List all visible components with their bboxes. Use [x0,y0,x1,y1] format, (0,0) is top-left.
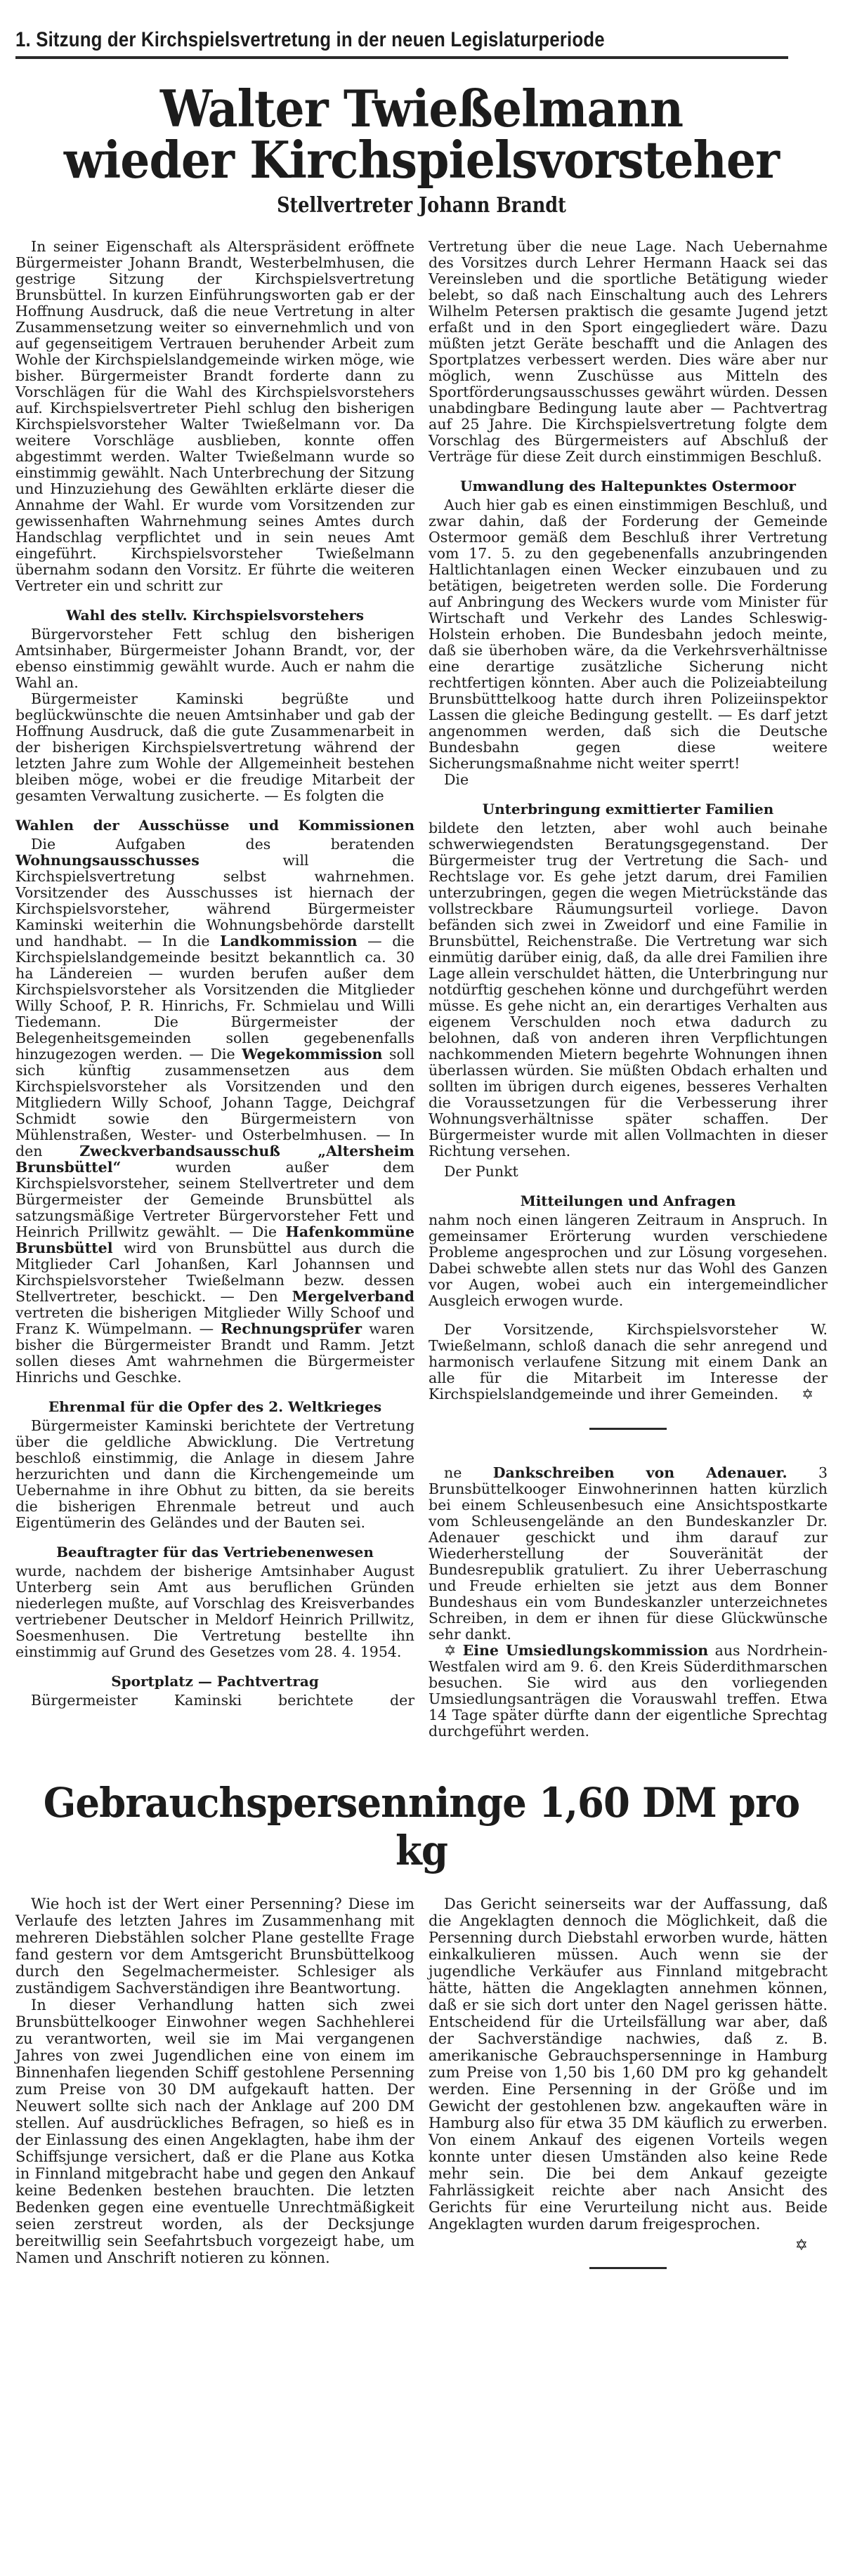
star-icon: ✡ [802,1385,813,1402]
article1-left-column [15,239,414,1740]
section-heading: Beauftragter für das Vertriebenenwesen [56,1543,374,1560]
paragraph: Das Gericht seinerseits war der Auffassung, daß die Angeklagten dennoch die Möglichkeit, daß die Persenning durch Diebstahl erworben wurde, hätten einkalkulieren müssen. Auch wenn sie der jugendliche Verkäufer aus Finnland mitgebracht hätte, hätten die Angeklagten annehmen können, daß er sie sich dort unter den Nagel gerissen hätte. Entscheidend für die Urteilsfällung war aber, daß der Sachverständige nachwies, daß z. B. amerikanische Gebrauchspersenninge in Hamburg zum Preise von 1,50 bis 1,60 DM pro kg gehandelt werden. Eine Persenning in der Größe und im Gewicht der gestohlenen bzw. angekauften wäre in Hamburg also für etwa 35 DM käuflich zu erwerben. Von einem Ankauf des eigenen Vorteils wegen konnte unter diesen Umständen also keine Rede mehr sein. Die bei dem Ankauf gezeigte Fahrlässigkeit reichte aber nach Ansicht des Gerichts für eine Verurteilung nicht aus. Beide Angeklagten wurden darum freigesprochen. [429,1895,828,2233]
text-run: waren bisher die Bürgermeister Brandt und Ramm. Jetzt sollen dieses Amt wahrnehmen die Bürgermeister Hinrichs und Geschke. [15,1320,414,1386]
text-run: will die Kirchspielsvertretung selbst wahrnehmen. Vorsitzender des Ausschusses ist hiernach der Kirchspielsvorsteher, während Bürgermeister Kaminski weiterhin die Wohnungsbehörde darstellt und handhabt. — In die [15,851,414,949]
article2-columns [15,1895,828,2269]
paragraph: Bürgermeister Kaminski berichtete der Vertretung über die geldliche Abwicklung. Die Vertretung beschloß einstimmig, die Anlage in diesem Jahre herzurichten und dann die Kirchengemeinde um Uebernahme in ihre Obhut zu bitten, da sie bereits die bisherigen Ehrenmale betreut und auch Eigentümerin des Geländes und der Bauten sei. [15,1417,414,1531]
article2-right-column [429,1895,828,2269]
divider-rule [589,1428,667,1430]
section-heading: Umwandlung des Haltepunktes Ostermoor [460,477,796,494]
article2-left-column [15,1895,414,2269]
section-heading: Wahlen der Ausschüsse und Kommissionen [15,816,414,834]
kicker-underline [15,56,788,59]
text-run: Der Vorsitzende, Kirchspielsvorsteher W. Twießelmann, schloß danach die sehr anregend und harmonisch verlaufene Sitzung mit einem Dank an alle für die Mitarbeit im Interesse der Kirchspielslandgemeinde und ihrer Gemeinden. [429,1320,828,1402]
section-heading: Sportplatz — Pachtvertrag [111,1672,319,1690]
paragraph: Die [444,770,469,788]
star-icon: ✡ [795,2236,808,2254]
keyword: Landkommission [220,932,358,949]
text-run: soll sich künftig zusammensetzen aus dem Kirchspielsvorsteher als Vorsitzenden und den Mitgliedern Willy Schoof, Johann Tagge, Deichgraf Schmidt sowie den Bürgermeistern von Mühlenstraßen, Wester- und Osterbelmhusen. — In den [15,1045,414,1159]
text-run: wurden außer dem Kirchspielsvorsteher, seinem Stellvertreter und dem Bürgermeister der Gemeinde Brunsbüttel als satzungsmäßige Vertreter Bürgervorsteher Fett und Heinrich Prillwitz gewählt. — Die [15,1158,414,1240]
text-run: — die Kirchspielslandgemeinde besitzt bekanntlich ca. 30 ha Ländereien — wurden berufen außer dem Kirchspielsvorsteher als Vorsitzenden die Mitglieder Willy Schoof, P. R. Hinrichs, Fr. Schmielau und Willi Tiedemann. Die Bürgermeister der Belegenheitsgemeinden sollen gegebenenfalls hinzugezogen werden. — Die [15,932,414,1063]
section-heading: Ehrenmal für die Opfer des 2. Weltkrieges [48,1398,382,1415]
subheadline: Stellvertreter Johann Brandt [277,192,566,218]
brief-title: Eine Umsiedlungskommission [462,1641,709,1659]
keyword: Rechnungsprüfer [221,1320,362,1337]
paragraph: nahm noch einen längeren Zeitraum in Anspruch. In gemeinsamer Erörterung wurden verschiedene Probleme angesprochen und zur Lösung vorgesehen. Dabei schwebte allen stets nur das Wohl des Ganzen vor Augen, wobei auch ein intergemeindlicher Ausgleich erwogen wurde. [429,1211,828,1309]
headline-line-2: wieder Kirchspielsvorsteher [63,130,780,190]
text-run: ne [444,1464,493,1481]
divider-rule [589,2267,667,2269]
text-run: Die Aufgaben des beratenden [31,835,414,853]
keyword: Wohnungsausschusses [15,851,200,869]
section-heading: Unterbringung exmittierter Familien [482,800,774,817]
article2-headline: Gebrauchspersenninge 1,60 DM pro kg [43,1778,800,1874]
headline-line-1: Walter Twießelmann [159,79,684,138]
paragraph [429,1322,828,1402]
article1-right-column [429,239,828,1740]
paragraph: Bürgermeister Kaminski berichtete der [31,1691,414,1709]
main-headline [48,79,795,190]
kicker-line: 1. Sitzung der Kirchspielsvertretung in der neuen Legislaturperiode [15,28,605,51]
text-run: vertreten die bisherigen Mitglieder Willy Schoof und Franz K. Wümpelmann. — [15,1303,414,1337]
section-heading: Wahl des stellv. Kirchspielsvorstehers [65,606,365,624]
keyword: Mergelverband [292,1287,414,1305]
brief-item [429,1465,828,1643]
keyword: Zweckverbandsausschuß „Altersheim Brunsbüttel“ [15,1142,414,1176]
text-run: 3 Brunsbüttelkooger Einwohnerinnen hatten kürzlich bei einem Schleusenbesuch eine Ansichtspostkarte vom Schleusengelände an den Bundeskanzler Dr. Adenauer geschickt und ihm darauf zur Wiederherstellung der Souveränität der Bundesrepublik gratuliert. Zu ihrer Ueberraschung und Freude erhielten sie jetzt aus dem Bonner Bundeshaus ein vom Bundeskanzler unterzeichnetes Schreiben, in dem er ihnen für diese Glückwünsche sehr dankt. [429,1464,828,1643]
keyword: Hafenkommüne Brunsbüttel [15,1223,414,1256]
paragraph: Vertretung über die neue Lage. Nach Uebernahme des Vorsitzes durch Lehrer Hermann Haack sei das Vereinsleben und die sportliche Betätigung wieder belebt, so daß nach Einschaltung auch des Lehrers Wilhelm Petersen praktisch die gesamte Jugend jetzt erfaßt und in den Sport eingegliedert wäre. Dazu müßten jetzt Geräte beschafft und die Anlagen des Sportplatzes verbessert werden. Dies wäre aber nur möglich, wenn Zuschüsse aus Mitteln des Sportförderungsausschusses gewährt würden. Dessen unabdingbare Bedingung laute aber — Pachtvertrag auf 25 Jahre. Die Kirchspielsvertretung folgte dem Vorschlag des Bürgermeisters auf Abschluß der Verträge für diese Zeit durch einstimmigen Beschluß. [429,237,828,465]
paragraph: bildete den letzten, aber wohl auch beinahe schwerwiegendsten Beratungsgegenstand. Der Bürgermeister trug der Vertretung die Sach- und Rechtslage vor. Es gehe jetzt darum, drei Familien unterzubringen, gegen die wegen Mietrückstände das vollstreckbare Räumungsurteil vorliege. Davon befänden sich zwei in Zweidorf und eine Familie in Brunsbüttel, Reichenstraße. Die Vertretung war sich einmütig darüber einig, daß, da alle drei Familien ihre Lage allein verschuldet hätten, die Unterbringung nur notdürftig geschehen könne und durchgeführt werden müsse. Es gehe nicht an, ein derartiges Verhalten aus eigenem Verschulden noch etwa dadurch zu belohnen, daß von anderen ihren Verpflichtungen nachkommenden Mietern begehrte Wohnungen ihnen überlassen würden. Sie müßten Obdach erhalten und sollten im übrigen durch eigenes, besseres Verhalten die Voraussetzungen für die Verbesserung ihrer Wohnungsverhältnisse später schaffen. Der Bürgermeister wurde mit allen Vollmachten in dieser Richtung versehen. [429,819,828,1159]
paragraph: Auch hier gab es einen einstimmigen Beschluß, und zwar dahin, daß der Forderung der Gemeinde Ostermoor gemäß dem Beschluß ihrer Vertretung vom 17. 5. zu den gegebenenfalls anzubringenden Haltlichtanlagen einen Wecker einzubauen und zu betätigen, beigetreten werden solle. Die Forderung auf Anbringung des Weckers wurde vom Minister für Wirtschaft und Verkehr des Landes Schleswig-Holstein erhoben. Die Bundesbahn jedoch meinte, daß sie überhoben wäre, da die Verkehrsverhältnisse eine derartige zusätzliche Sicherung nicht rechtfertigen könnten. Aber auch die Polizeiabteilung Brunsbütttelkoog hatte durch ihren Polizeiinspektor Lassen die gleiche Bedingung gestellt. — Es darf jetzt angenommen werden, daß sich die Deutsche Bundesbahn gegen diese weitere Sicherungsmaßnahme nicht weiter sperrt! [429,496,828,772]
paragraph: Der Punkt [444,1162,518,1180]
paragraph: wurde, nachdem der bisherige Amtsinhaber August Unterberg sein Amt aus beruflichen Gründen niederlegen mußte, auf Vorschlag des Kreisverbandes vertriebener Deutscher in Meldorf Heinrich Prillwitz, Soesmenhusen. Die Vertretung bestellte ihn einstimmig auf Grund des Gesetzes vom 28. 4. 1954. [15,1562,414,1660]
section-heading: Mitteilungen und Anfragen [520,1192,736,1209]
article1-columns [15,239,828,1740]
paragraph: Bürgervorsteher Fett schlug den bisherigen Amtsinhaber, Bürgermeister Johann Brandt, vor, der ebenso einstimmig gewählt wurde. Auch er nahm die Wahl an. [15,625,414,691]
text-run: wird von Brunsbüttel aus durch die Mitglieder Carl Johanßen, Karl Johannsen und Kirchspielsvorsteher Twießelmann bezw. dessen Stellvertreter, beschickt. — Den [15,1239,414,1305]
brief-title: Dankschreiben von Adenauer. [492,1464,788,1481]
text-run: aus Nordrhein-Westfalen wird am 9. 6. den Kreis Süderdithmarschen besuchen. Sie wird aus den vorliegenden Umsiedlungsanträgen die Vorauswahl treffen. Etwa 14 Tage später dürfte dann der eigentliche Sprechtag durchgeführt werden. [429,1641,828,1740]
star-icon: ✡ [444,1641,457,1659]
paragraph: Bürgermeister Kaminski begrüßte und beglückwünschte die neuen Amtsinhaber und gab der Hoffnung Ausdruck, daß die gute Zusammenarbeit in der bisherigen Kirchspielsvertretung während der letzten Jahre zum Wohle der Allgemeinheit bestehen bleiben möge, wobei er die freudige Mitarbeit der gesamten Verwaltung zusicherte. — Es folgten die [15,690,414,804]
paragraph: In seiner Eigenschaft als Alterspräsident eröffnete Bürgermeister Johann Brandt, Westerbelmhusen, die gestrige Sitzung der Kirchspielsvertretung Brunsbüttel. In kurzen Einführungsworten gab er der Hoffnung Ausdruck, daß die neue Vertretung in alter Zusammensetzung weiter so einvernehmlich und von auf gegenseitigem Vertrauen beruhender Arbeit zum Wohle der Kirchspielslandgemeinde wirken möge, wie bisher. Bürgermeister Brandt forderte dann zu Vorschlägen für die Wahl des Kirchspielsvorstehers auf. Kirchspielsvertreter Piehl schlug den bisherigen Kirchspielsvorsteher Walter Twießelmann vor. Da weitere Vorschläge ausblieben, konnte offen abgestimmt werden. Walter Twießelmann wurde so einstimmig gewählt. Nach Unterbrechung der Sitzung und Hinzuziehung des Gewählten erklärte dieser die Annahme der Wahl. Er wurde vom Vorsitzenden zur gewissenhaften Wahrnehmung seines Amtes durch Handschlag verpflichtet und in sein neues Amt eingeführt. Kirchspielsvorsteher Twießelmann übernahm sodann den Vorsitz. Er führte die weiteren Vertreter ein und schritt zur [15,237,414,594]
paragraph: Wie hoch ist der Wert einer Persenning? Diese im Verlaufe des letzten Jahres im Zusammenhang mit mehreren Diebstählen solcher Plane gestellte Frage fand gestern vor dem Amtsgericht Brunsbüttelkoog durch den Segelmachermeister. Schlesiger als zuständigem Sachverständigen ihre Beantwortung. [15,1895,414,1997]
paragraph [15,836,414,1386]
brief-item [429,1643,828,1740]
paragraph: In dieser Verhandlung hatten sich zwei Brunsbüttelkooger Einwohner wegen Sachhehlerei zu verantworten, weil sie im Mai vergangenen Jahres von zwei Jugendlichen eine von einem im Binnenhafen liegenden Schiff gestohlene Persenning zum Preise von 30 DM aufgekauft hatten. Der Neuwert sollte sich nach der Anklage auf 200 DM stellen. Auf ausdrückliches Befragen, so hieß es in der Einlassung des einen Angeklagten, habe ihm der Schiffsjunge versichert, daß er die Plane aus Kotka in Finnland mitgebracht habe und gegen den Ankauf keine Bedenken bestehen brauchten. Die letzten Bedenken gegen eine eventuelle Unrechtmäßigkeit seien zerstreut worden, als der Decksjunge bereitwillig sein Seefahrtsbuch vorgezeigt habe, um Namen und Anschrift notieren zu können. [15,1996,414,2266]
keyword: Wegekommission [242,1045,383,1063]
